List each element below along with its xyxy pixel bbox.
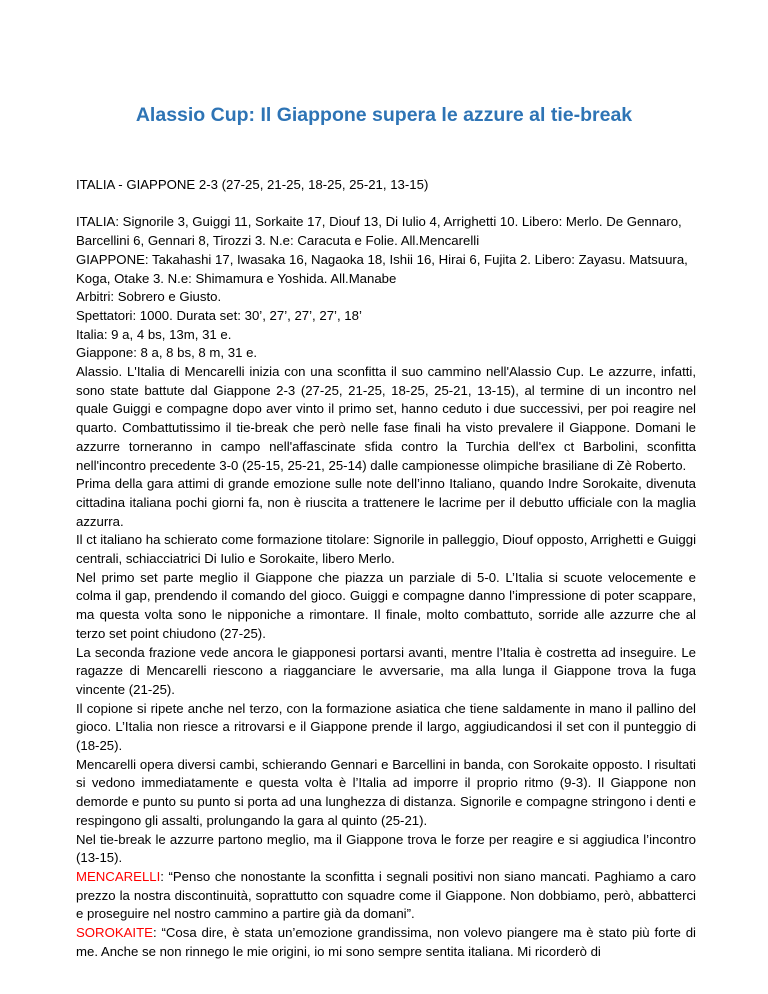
- paragraph: Alassio. L'Italia di Mencarelli inizia con una sconfitta il suo cammino nell'Alassio Cup. Le azzurre, infatti, sono state battute dal Giappone 2-3 (27-25, 21-25, 18-25, 25-21, 13-15), al termine di un incontro nel quale Guiggi e compagne dopo aver vinto il primo set, hanno ceduto i due successivi, per poi reagire nel quarto. Combattutissimo il tie-break che però nelle fase finali ha visto prevalere il Giappone. Domani le azzurre torneranno in campo nell'affascinate sfida contro la Turchia dell'ex ct Barbolini, sconfitta nell'incontro precedente 3-0 (25-15, 25-21, 25-14) dalle campionesse olimpiche brasiliane di Zè Roberto.: [76, 364, 696, 473]
- quote-mencarelli: [76, 868, 696, 924]
- quote-sorokaite: [76, 924, 696, 961]
- paragraph: Nel primo set parte meglio il Giappone che piazza un parziale di 5-0. L’Italia si scuote velocemente e colma il gap, prendendo il comando del gioco. Guiggi e compagne danno l’impressione di poter scappare, ma questa volta sono le nipponiche a rimontare. Il finale, molto combattuto, sorride alle azzurre che al terzo set point chiudono (27-25).: [76, 569, 696, 641]
- article-body: [76, 176, 696, 962]
- italia-stats: Italia: 9 a, 4 bs, 13m, 31 e.: [76, 326, 232, 342]
- quote-text: : “Cosa dire, è stata un’emozione grandissima, non volevo piangere ma è stato più forte di me. Anche se non rinnego le mie origini, io mi sono sempre sentita italiana. Mi ricorderò di: [76, 925, 696, 959]
- paragraph: La seconda frazione vede ancora le giapponesi portarsi avanti, mentre l’Italia è costretta ad inseguire. Le ragazze di Mencarelli riescono a riagganciare le avversarie, ma alla lunga il Giappone trova la fuga vincente (21-25).: [76, 644, 696, 697]
- paragraph: Prima della gara attimi di grande emozione sulle note dell’inno Italiano, quando Indre Sorokaite, divenuta cittadina italiana pochi giorni fa, non è riuscita a trattenere le lacrime per il debutto ufficiale con la maglia azzurra.: [76, 476, 696, 529]
- paragraph: Mencarelli opera diversi cambi, schierando Gennari e Barcellini in banda, con Sorokaite opposto. I risultati si vedono immediatamente e questa volta è l’Italia ad imporre il proprio ritmo (9-3). Il Giappone non demorde e punto su punto si porta ad una lunghezza di distanza. Signorile e compagne stringono i denti e respingono gli assalti, prolungando la gara al quinto (25-21).: [76, 756, 696, 828]
- arbitri: Arbitri: Sobrero e Giusto.: [76, 289, 222, 305]
- giappone-lineup: GIAPPONE: Takahashi 17, Iwasaka 16, Nagaoka 18, Ishii 16, Hirai 6, Fujita 2. Libero: Zayasu. Matsuura, Koga, Otake 3. N.e: Shimamura e Yoshida. All.Manabe: [76, 251, 688, 286]
- paragraph: Nel tie-break le azzurre partono meglio, ma il Giappone trova le forze per reagire e si aggiudica l’incontro (13-15).: [76, 831, 696, 866]
- quote-text: : “Penso che nonostante la sconfitta i segnali positivi non siano mancati. Paghiamo a caro prezzo la nostra discontinuità, soprattutto con squadre come il Giappone. Non dobbiamo, però, abbatterci e proseguire nel nostro cammino a partire già da domani”.: [76, 869, 696, 922]
- score-line: ITALIA - GIAPPONE 2-3 (27-25, 21-25, 18-25, 25-21, 13-15): [76, 177, 429, 192]
- paragraph: Il copione si ripete anche nel terzo, con la formazione asiatica che tiene saldamente in mano il pallino del gioco. L’Italia non riesce a ritrovarsi e il Giappone prende il largo, aggiudicandosi il set con il punteggio di (18-25).: [76, 700, 696, 754]
- speaker-name: MENCARELLI: [76, 869, 161, 884]
- speaker-name: SOROKAITE: [76, 925, 153, 941]
- page-title: Alassio Cup: Il Giappone supera le azzure al tie-break: [135, 104, 633, 126]
- spacer: [76, 195, 696, 214]
- italia-lineup: ITALIA: Signorile 3, Guiggi 11, Sorkaite 17, Diouf 13, Di Iulio 4, Arrighetti 10. Libero: Merlo. De Gennaro, Barcellini 6, Gennari 8, Tirozzi 3. N.e: Caracuta e Folie. All.Mencarelli: [76, 214, 682, 249]
- giappone-stats: Giappone: 8 a, 8 bs, 8 m, 31 e.: [76, 345, 258, 361]
- paragraph: Il ct italiano ha schierato come formazione titolare: Signorile in palleggio, Diouf opposto, Arrighetti e Guiggi centrali, schiacciatrici Di Iulio e Sorokaite, libero Merlo.: [76, 532, 696, 567]
- spettatori: Spettatori: 1000. Durata set: 30’, 27’, 27’, 27’, 18’: [76, 307, 362, 323]
